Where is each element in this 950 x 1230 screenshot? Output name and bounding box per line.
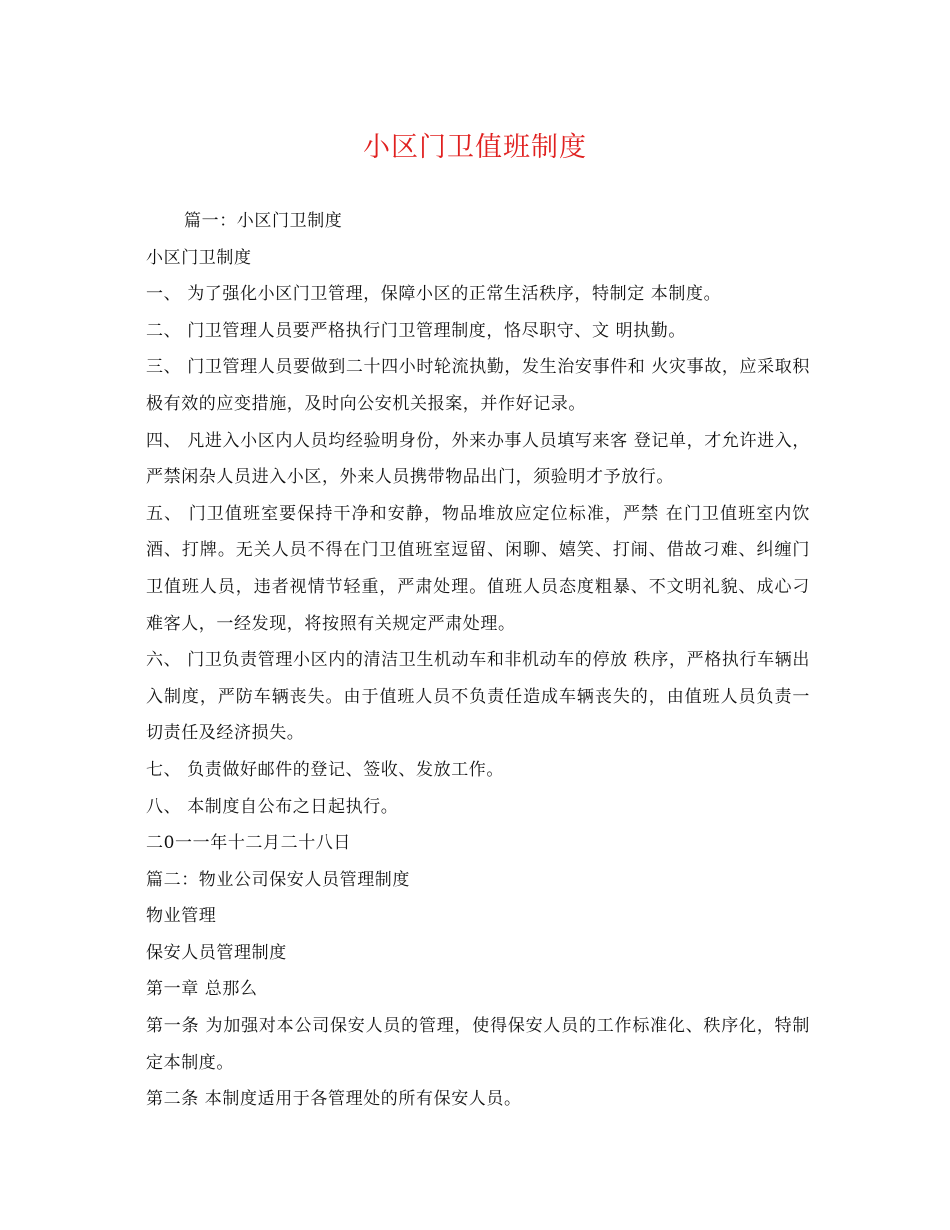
document-body (146, 203, 810, 1118)
paragraph: 四、 凡进入小区内人员均经验明身份，外来办事人员填写来客 登记单，才允许进入，严禁闲杂人员进入小区，外来人员携带物品出门，须验明才予放行。 (146, 430, 810, 488)
paragraph: 第一条 为加强对本公司保安人员的管理，使得保安人员的工作标准化、秩序化，特制定本制度。 (146, 1016, 810, 1073)
paragraph: 五、 门卫值班室要保持干净和安静，物品堆放应定位标准，严禁 在门卫值班室内饮酒、打牌。无关人员不得在门卫值班室逗留、闲聊、嬉笑、打闹、借故刁难、纠缠门卫值班人员，违者视情节轻重，严肃处理。值班人员态度粗暴、不文明礼貌、成心刁难客人，一经发现，将按照有关规定严肃处理。 (146, 503, 810, 634)
paragraph: 小区门卫制度 (146, 247, 252, 268)
paragraph: 物业管理 (146, 906, 217, 927)
paragraph: 一、 为了强化小区门卫管理，保障小区的正常生活秩序，特制定 本制度。 (146, 284, 722, 305)
paragraph: 三、 门卫管理人员要做到二十四小时轮流执勤，发生治安事件和 火灾事故，应采取积极有效的应变措施，及时向公安机关报案，并作好记录。 (146, 357, 810, 414)
section-heading: 篇二：物业公司保安人员管理制度 (146, 869, 410, 890)
paragraph: 二、 门卫管理人员要严格执行门卫管理制度，恪尽职守、文 明执勤。 (146, 320, 687, 341)
chapter-heading: 第一章 总那么 (146, 979, 258, 1000)
paragraph: 第二条 本制度适用于各管理处的所有保安人员。 (146, 1089, 522, 1110)
document-title: 小区门卫值班制度 (363, 132, 587, 163)
paragraph: 七、 负责做好邮件的登记、签收、发放工作。 (146, 759, 505, 780)
paragraph: 保安人员管理制度 (146, 942, 287, 963)
date-line: 二0一一年十二月二十八日 (146, 833, 352, 854)
paragraph: 八、 本制度自公布之日起执行。 (146, 796, 399, 817)
paragraph: 六、 门卫负责管理小区内的清洁卫生机动车和非机动车的停放 秩序，严格执行车辆出入制度，严防车辆丧失。由于值班人员不负责任造成车辆丧失的，由值班人员负责一切责任及经济损失。 (146, 650, 810, 744)
section-heading: 篇一：小区门卫制度 (184, 211, 343, 231)
